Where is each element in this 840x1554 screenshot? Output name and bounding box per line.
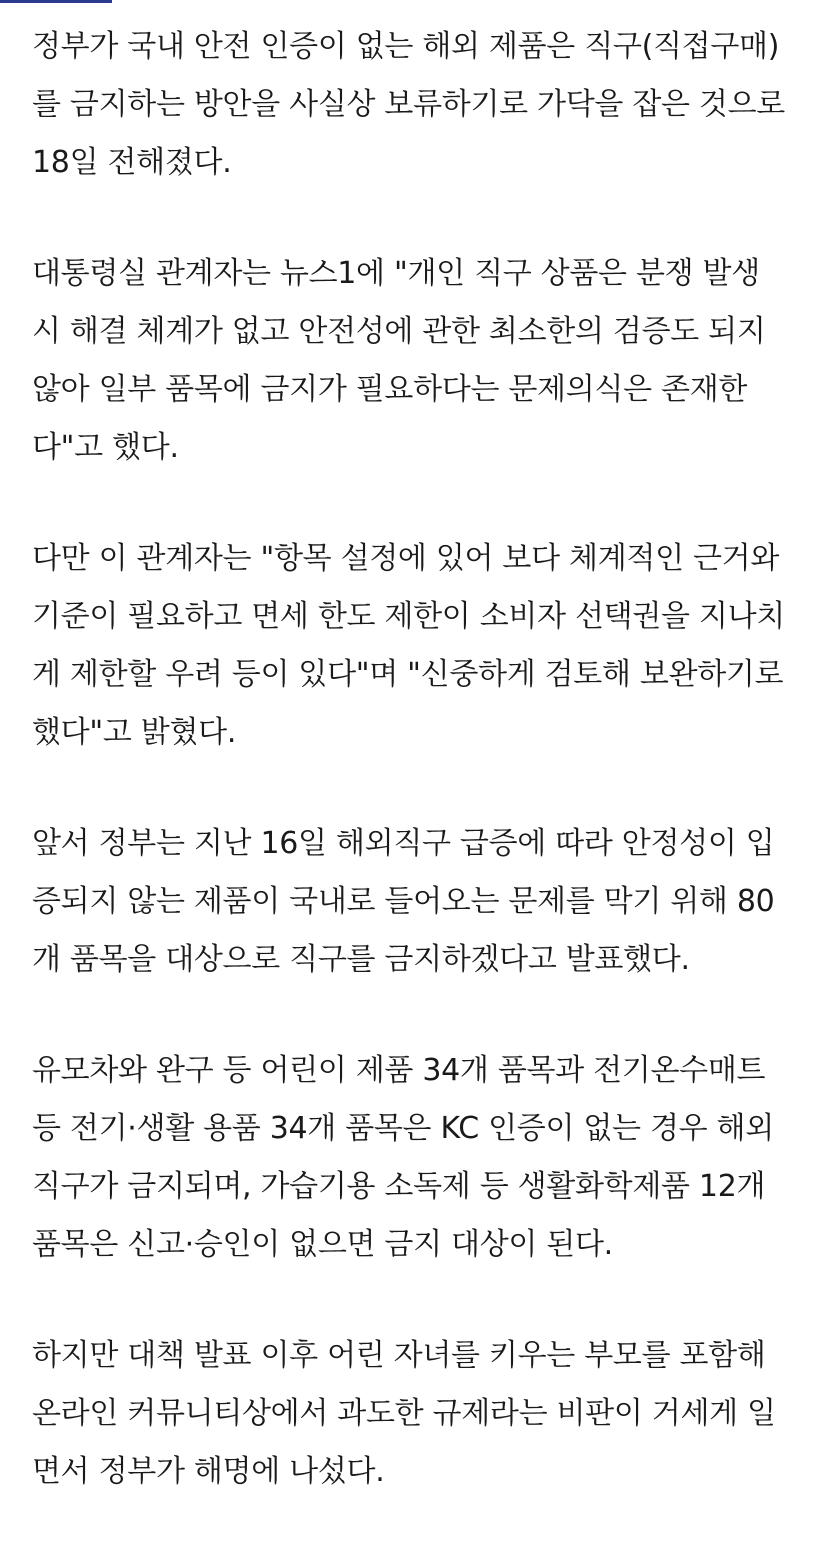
- text-line: 대통령실 관계자는 뉴스1에 "개인 직구 상품은 분쟁 발생: [32, 256, 760, 291]
- paragraph-4: [32, 815, 822, 989]
- text-line: 앞서 정부는 지난 16일 해외직구 급증에 따라 안정성이 입: [32, 826, 775, 861]
- paragraph-5: [32, 1042, 822, 1274]
- text-line: 하지만 대책 발표 이후 어린 자녀를 키우는 부모를 포함해: [32, 1338, 766, 1373]
- text-line: 유모차와 완구 등 어린이 제품 34개 품목과 전기온수매트: [32, 1053, 766, 1088]
- text-line: 를 금지하는 방안을 사실상 보류하기로 가닥을 잡은 것으로: [32, 87, 785, 122]
- text-line: 증되지 않는 제품이 국내로 들어오는 문제를 막기 위해 80: [32, 884, 775, 919]
- paragraph-1: [32, 18, 822, 192]
- paragraph-2: [32, 245, 822, 477]
- text-line: 했다"고 밝혔다.: [32, 715, 237, 750]
- text-line: 다만 이 관계자는 "항목 설정에 있어 보다 체계적인 근거와: [32, 541, 780, 576]
- top-accent-rule: [0, 0, 112, 3]
- paragraph-6: [32, 1327, 822, 1501]
- text-line: 다"고 했다.: [32, 430, 179, 465]
- text-line: 개 품목을 대상으로 직구를 금지하겠다고 발표했다.: [32, 942, 690, 977]
- text-line: 직구가 금지되며, 가습기용 소독제 등 생활화학제품 12개: [32, 1169, 766, 1204]
- text-line: 기준이 필요하고 면세 한도 제한이 소비자 선택권을 지나치: [32, 599, 785, 634]
- text-line: 시 해결 체계가 없고 안전성에 관한 최소한의 검증도 되지: [32, 314, 766, 349]
- text-line: 등 전기·생활 용품 34개 품목은 KC 인증이 없는 경우 해외: [32, 1111, 774, 1146]
- text-line: 18일 전해졌다.: [32, 145, 232, 180]
- article-body: [32, 18, 822, 1554]
- paragraph-3: [32, 530, 822, 762]
- text-line: 품목은 신고·승인이 없으면 금지 대상이 된다.: [32, 1227, 613, 1262]
- text-line: 않아 일부 품목에 금지가 필요하다는 문제의식은 존재한: [32, 372, 748, 407]
- text-line: 면서 정부가 해명에 나섰다.: [32, 1454, 385, 1489]
- text-line: 게 제한할 우려 등이 있다"며 "신중하게 검토해 보완하기로: [32, 657, 784, 692]
- text-line: 정부가 국내 안전 인증이 없는 해외 제품은 직구(직접구매): [32, 29, 780, 64]
- text-line: 온라인 커뮤니티상에서 과도한 규제라는 비판이 거세게 일: [32, 1396, 776, 1431]
